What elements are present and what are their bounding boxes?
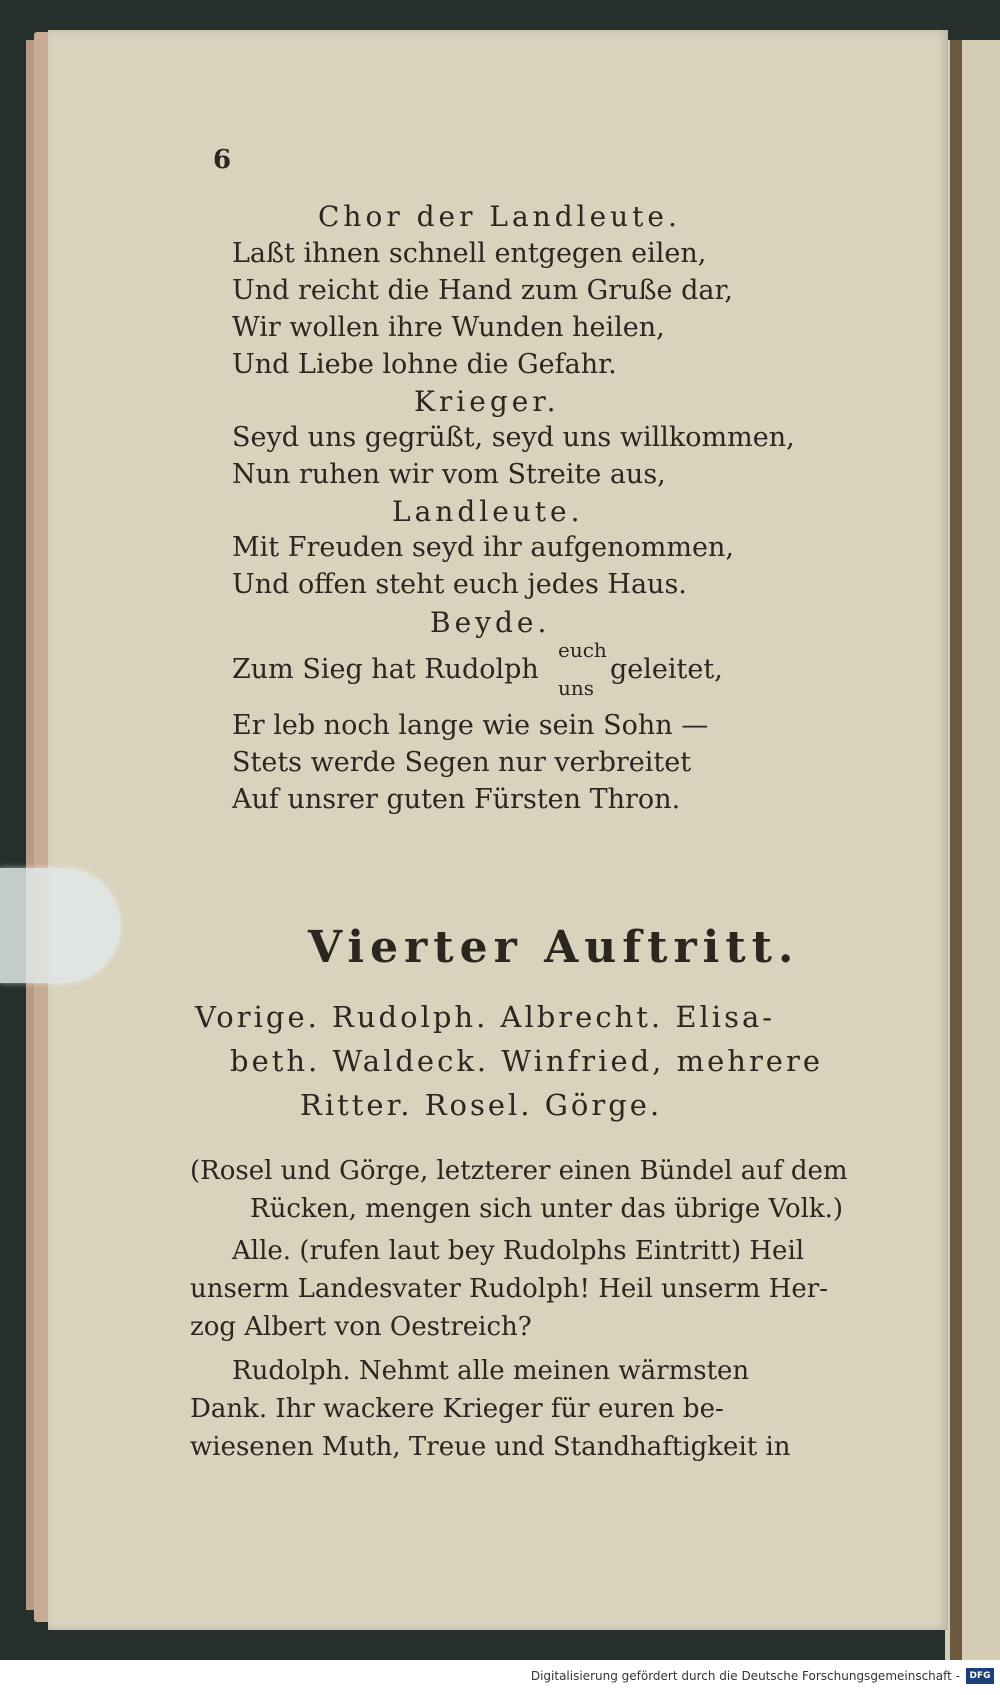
verse-line: Wir wollen ihre Wunden heilen, [232,312,665,343]
dialogue-line: wiesenen Muth, Treue und Standhaftigkeit in [190,1432,791,1462]
stacked-word-top: euch [558,638,607,662]
stage-direction-line: Rücken, mengen sich unter das übrige Volk.) [250,1194,844,1224]
dialogue-line: unserm Landesvater Rudolph! Heil unserm Her- [190,1274,829,1304]
page-clip [0,868,120,983]
dialogue-line: Dank. Ihr wackere Krieger für euren be- [190,1394,724,1424]
verse-line: Und Liebe lohne die Gefahr. [232,349,617,380]
verse-line: Und reicht die Hand zum Gruße dar, [232,275,734,306]
dialogue-line: Alle. (rufen laut bey Rudolphs Eintritt) Heil [232,1236,805,1266]
verse-line-start: Zum Sieg hat Rudolph [232,654,539,685]
verse-line: Auf unsrer guten Fürsten Thron. [232,784,681,815]
dialogue-line: Rudolph. Nehmt alle meinen wärmsten [232,1356,750,1386]
stacked-word-bottom: uns [558,676,595,700]
dialogue-line: zog Albert von Oestreich? [190,1312,532,1342]
verse-line: Seyd uns gegrüßt, seyd uns willkommen, [232,422,795,453]
footer-credit: Digitalisierung gefördert durch die Deutsche Forschungsgemeinschaft - [530,1669,960,1683]
verse-line: Stets werde Segen nur verbreitet [232,747,692,778]
cast-line: beth. Waldeck. Winfried, mehrere [230,1044,823,1078]
page-number: 6 [213,145,232,175]
cast-line: Vorige. Rudolph. Albrecht. Elisa- [195,1000,776,1034]
chorus-heading: Chor der Landleute. [318,200,681,233]
facing-page-shadow [950,40,962,1660]
dfg-logo: DFG [966,1668,994,1684]
beyde-heading: Beyde. [430,606,551,639]
verse-line: Nun ruhen wir vom Streite aus, [232,459,666,490]
cast-line: Ritter. Rosel. Görge. [300,1088,663,1122]
krieger-heading: Krieger. [414,385,560,418]
stage-direction-line: (Rosel und Görge, letzterer einen Bündel auf dem [190,1156,848,1186]
verse-line: Und offen steht euch jedes Haus. [232,569,687,600]
footer-bar [0,1660,1000,1695]
verse-line: Laßt ihnen schnell entgegen eilen, [232,238,707,269]
scene-title: Vierter Auftritt. [308,922,800,973]
verse-line: Er leb noch lange wie sein Sohn — [232,710,709,741]
book-page [48,30,948,1630]
verse-line: Mit Freuden seyd ihr aufgenommen, [232,532,734,563]
verse-line-end: geleitet, [610,654,723,685]
landleute-heading: Landleute. [392,495,584,528]
